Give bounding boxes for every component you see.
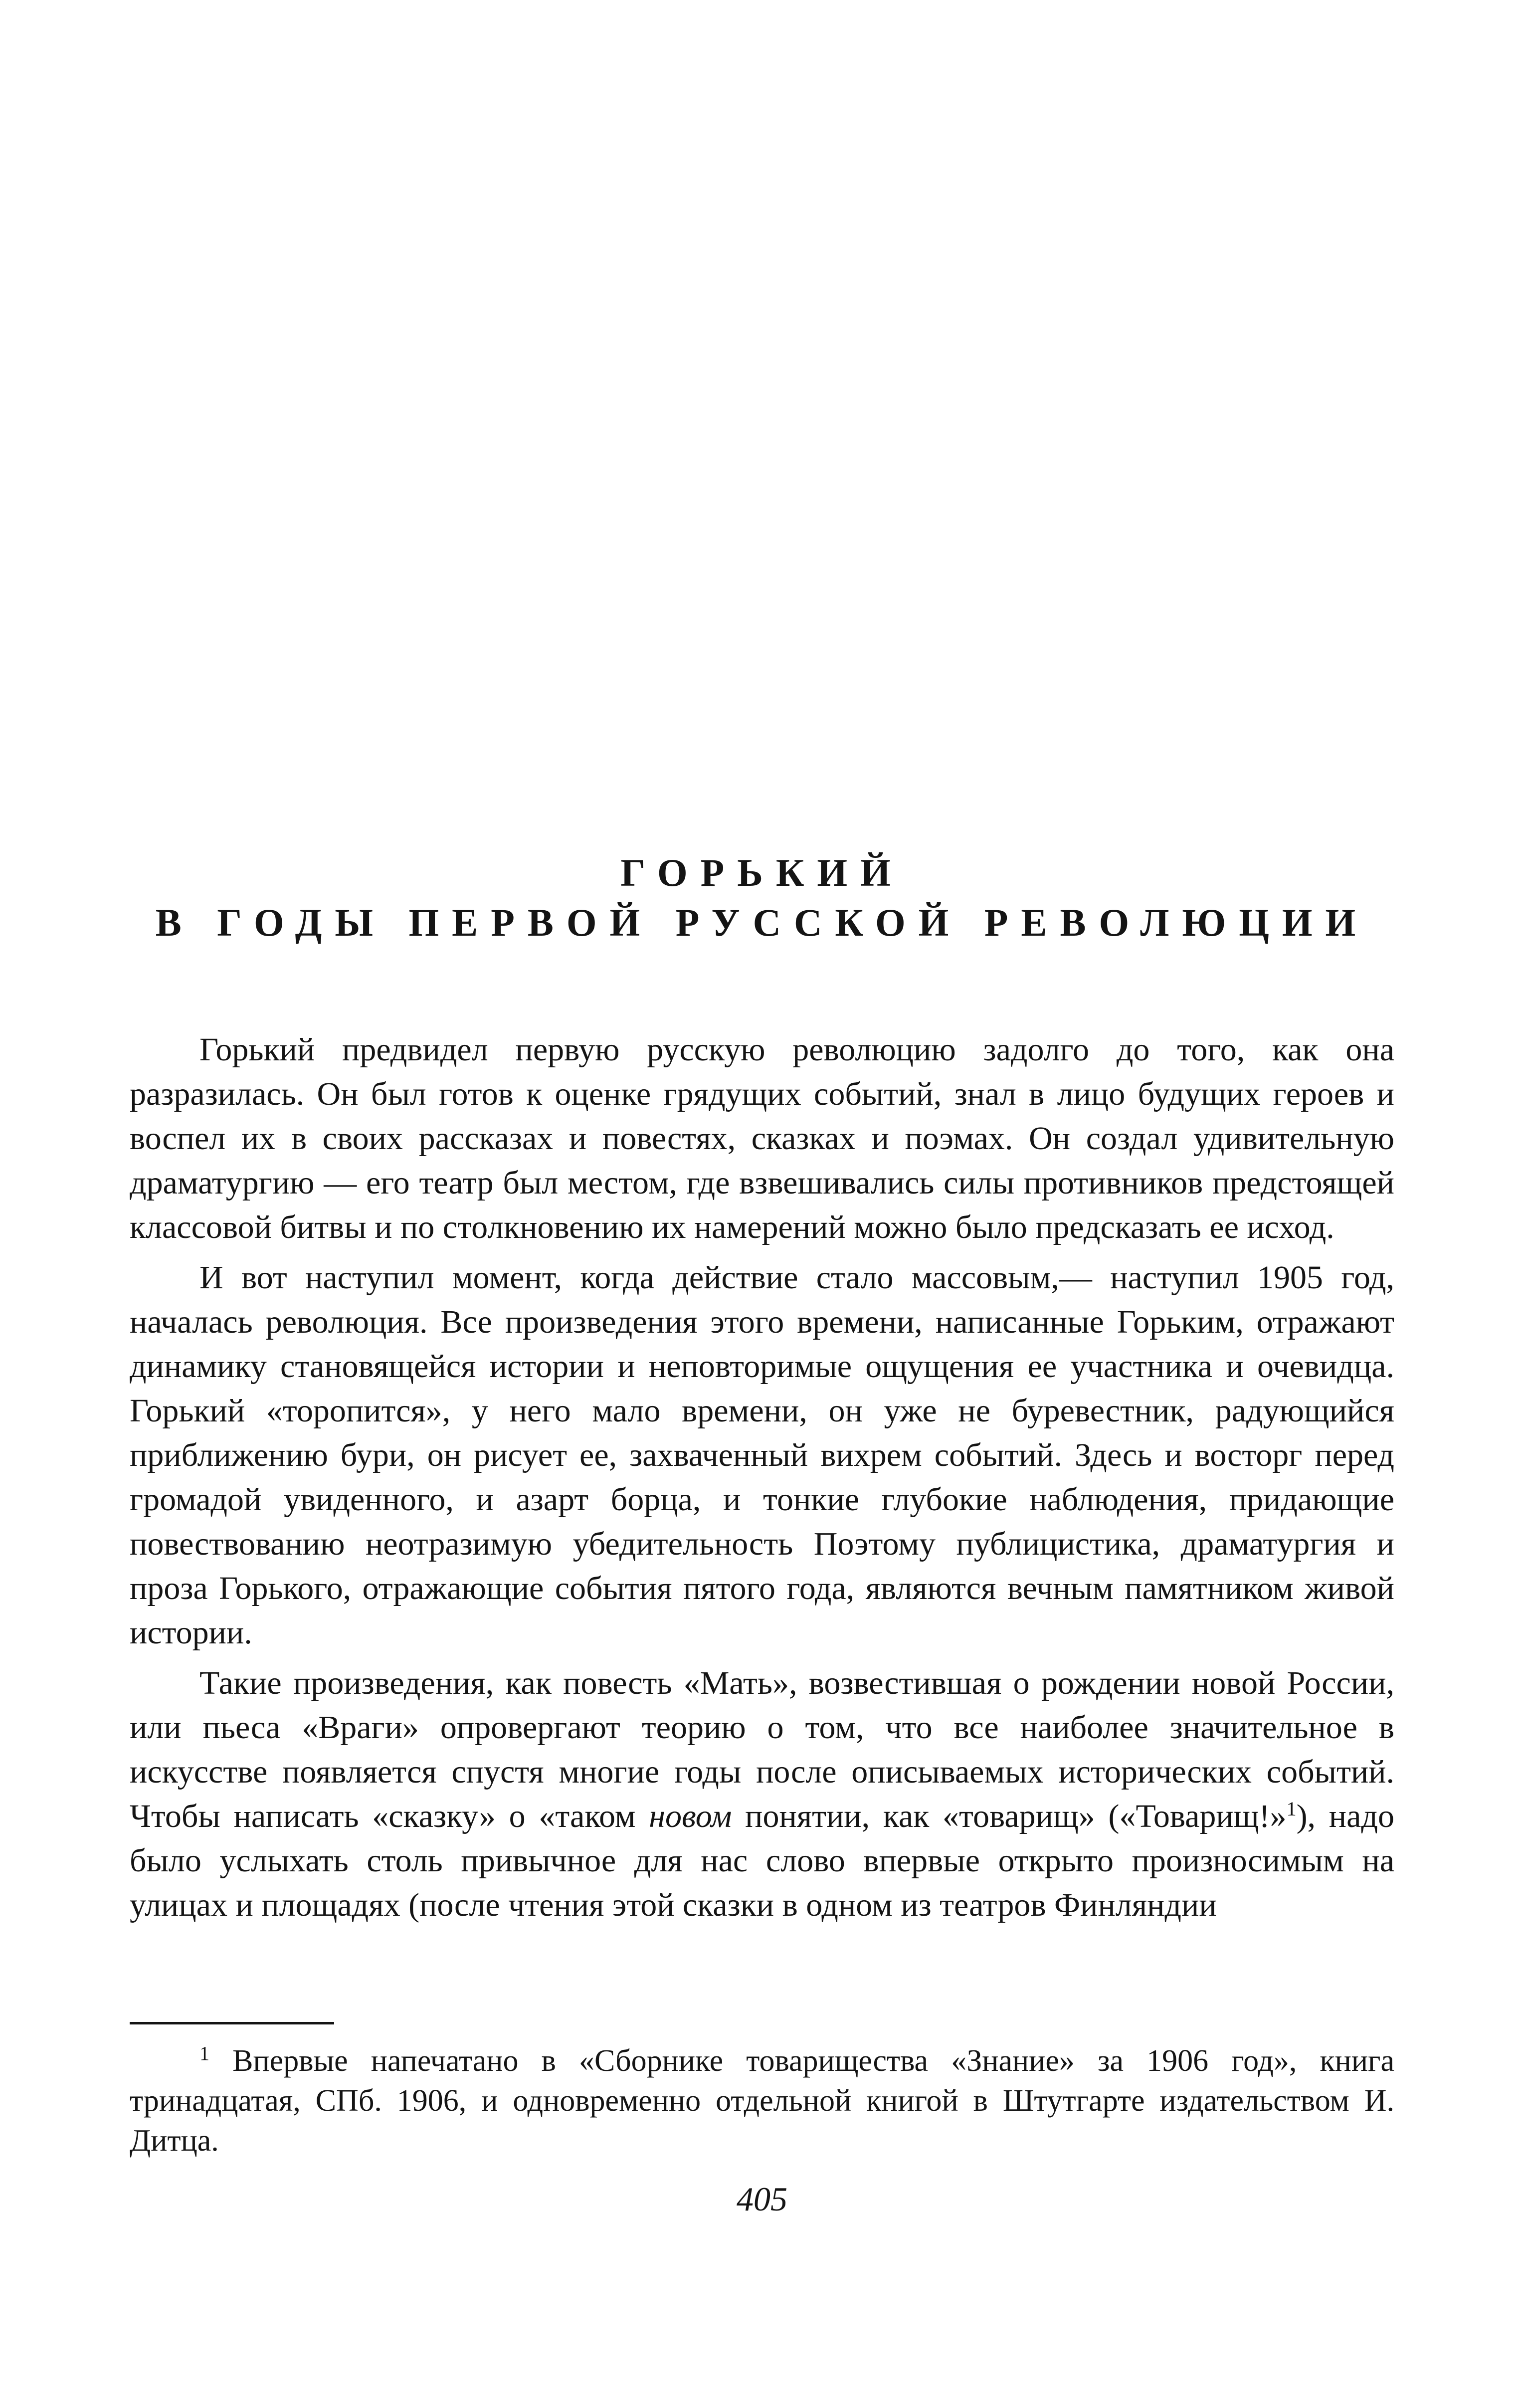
paragraph-3-text-c: ), надо было услыхать столь привычное для нас слово впервые открыто произносимым на улицах и площадях (после чтения этой сказки в одном из театров Финляндии (130, 1798, 1394, 1923)
body-text (130, 1027, 1394, 1927)
footnote (130, 2041, 1394, 2161)
chapter-title-line-2: В ГОДЫ ПЕРВОЙ РУССКОЙ РЕВОЛЮЦИИ (155, 901, 1369, 944)
footnote-reference: 1 (1286, 1798, 1297, 1820)
footnote-marker: 1 (199, 2042, 209, 2065)
chapter-title (130, 848, 1394, 948)
paragraph-3 (130, 1661, 1394, 1927)
paragraph-3-italic-word: новом (649, 1798, 732, 1834)
footnote-divider (130, 2022, 334, 2024)
footnote-text: Впервые напечатано в «Сборнике товарищества «Знание» за 1906 год», книга тринадцатая, СПб. 1906, и одновременно отдельной книгой в Штутгарте издательством И. Дитца. (130, 2044, 1394, 2158)
paragraph-3-text-a: Такие произведения, как повесть «Мать», возвестившая о рождении новой России, или пьеса «Враги» опровергают теорию о том, что все наиболее значительное в искусстве появляется спустя многие годы после описываемых исторических событий. Чтобы написать «сказку» о «таком (130, 1665, 1394, 1834)
paragraph-3-text-b: понятии, как «товарищ» («Товарищ!» (732, 1798, 1287, 1834)
paragraph-1: Горький предвидел первую русскую революцию задолго до того, как она разразилась. Он был готов к оценке грядущих событий, знал в лицо будущих героев и воспел их в своих рассказах и повестях, сказках и поэмах. Он создал удивительную драматургию — его театр был местом, где взвешивались силы противников предстоящей классовой битвы и по столкновению их намерений можно было предсказать ее исход. (130, 1031, 1394, 1245)
chapter-title-line-1: ГОРЬКИЙ (620, 851, 904, 894)
page-number: 405 (737, 2180, 787, 2218)
paragraph-2: И вот наступил момент, когда действие стало массовым,— наступил 1905 год, началась революция. Все произведения этого времени, написанные Горьким, отражают динамику становящейся истории и неповторимые ощущения ее участника и очевидца. Горький «торопится», у него мало времени, он уже не буревестник, радующийся приближению бури, он рисует ее, захваченный вихрем событий. Здесь и восторг перед громадой увиденного, и азарт борца, и тонкие глубокие наблюдения, придающие повествованию неотразимую убедительность Поэтому публицистика, драматургия и проза Горького, отражающие события пятого года, являются вечным памятником живой истории. (130, 1259, 1394, 1651)
